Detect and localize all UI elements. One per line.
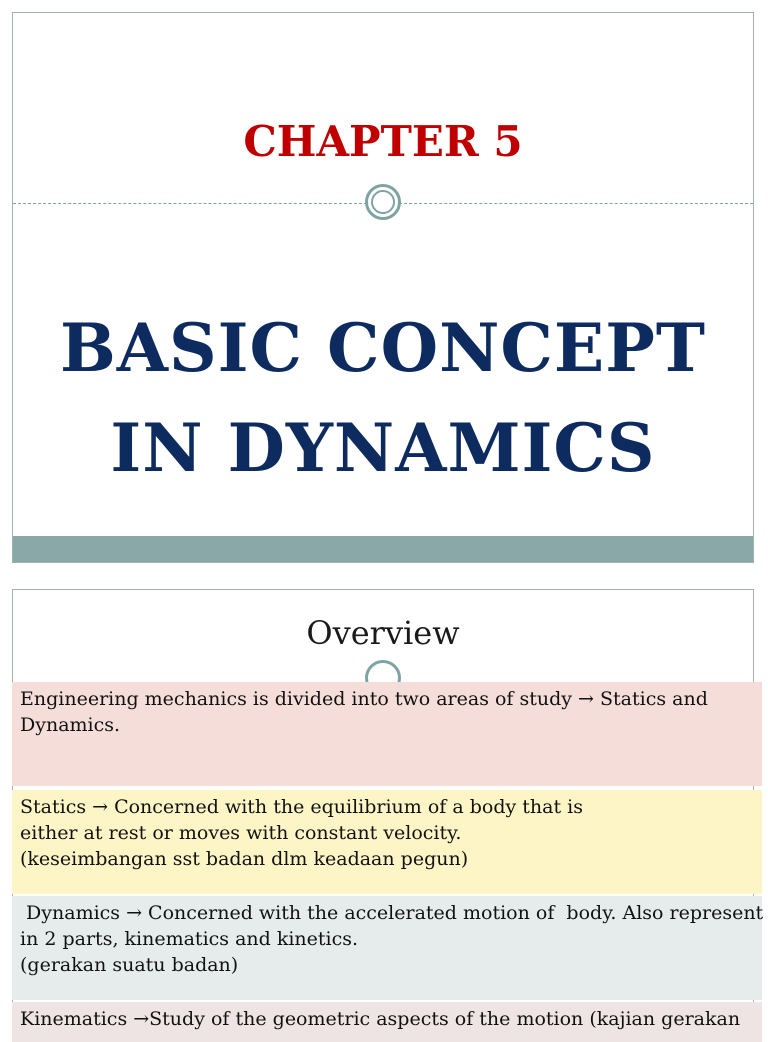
list-item [12, 790, 762, 894]
title-line-2: IN DYNAMICS [110, 409, 656, 487]
slide-title [13, 298, 753, 498]
row-text: Dynamics → Concerned with the accelerated motion of body. Also represent [20, 902, 764, 924]
title-slide [12, 12, 754, 563]
row-text: in 2 parts, kinematics and kinetics. [20, 928, 359, 950]
row-text: Dynamics. [20, 714, 121, 736]
row-text: either at rest or moves with constant velocity. [20, 822, 462, 844]
row-text: Statics → Concerned with the equilibrium of a body that is [20, 796, 583, 818]
row-text: Kinematics →Study of the geometric aspects of the motion (kajian gerakan [20, 1008, 741, 1030]
list-item [12, 682, 762, 786]
row-text: (gerakan suatu badan) [20, 954, 239, 976]
overview-heading: Overview [306, 614, 460, 652]
footer-band [13, 536, 753, 562]
list-item [12, 1002, 762, 1042]
chapter-label: CHAPTER 5 [243, 117, 523, 166]
list-item [12, 896, 762, 1000]
row-text: (keseimbangan sst badan dlm keadaan pegun) [20, 848, 469, 870]
row-text: Engineering mechanics is divided into two areas of study → Statics and [20, 688, 708, 710]
circle-ornament-icon [365, 184, 401, 220]
title-line-1: BASIC CONCEPT [60, 309, 706, 387]
